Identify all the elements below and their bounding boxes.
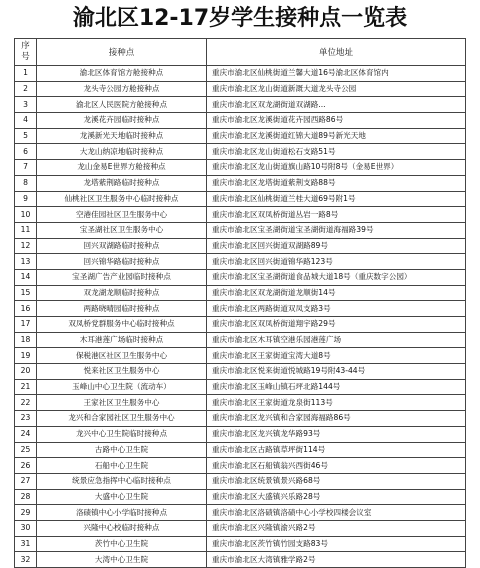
row-address: 重庆市渝北区大盛镇兴乐路28号: [207, 489, 466, 505]
row-index: 29: [15, 505, 37, 521]
row-index: 18: [15, 332, 37, 348]
row-address: 重庆市渝北区悦来街道悦城路19号附43-44号: [207, 364, 466, 380]
row-index: 13: [15, 254, 37, 270]
table-row: [15, 144, 466, 160]
row-address: 重庆市渝北区石船镇翁兴西街46号: [207, 458, 466, 474]
header-index: 序号: [15, 39, 37, 66]
table-row: [15, 520, 466, 536]
table-body: [15, 66, 466, 568]
row-index: 26: [15, 458, 37, 474]
row-index: 17: [15, 317, 37, 333]
table-row: [15, 66, 466, 82]
row-site-name: 大龙山纳凉地临时接种点: [37, 144, 207, 160]
table-row: [15, 505, 466, 521]
row-index: 23: [15, 411, 37, 427]
table-row: [15, 128, 466, 144]
row-address: 重庆市渝北区仙桃街道兰桂大道69号附1号: [207, 191, 466, 207]
row-index: 4: [15, 113, 37, 129]
row-index: 27: [15, 473, 37, 489]
page-title: 渝北区12-17岁学生接种点一览表: [72, 6, 408, 31]
row-index: 25: [15, 442, 37, 458]
row-index: 7: [15, 160, 37, 176]
row-address: 重庆市渝北区宝圣湖街道食品城大道18号（重庆数字公园）: [207, 269, 466, 285]
table-row: [15, 426, 466, 442]
row-address: 重庆市渝北区木耳镇空港乐园港莲广场: [207, 332, 466, 348]
row-index: 5: [15, 128, 37, 144]
row-index: 16: [15, 301, 37, 317]
row-index: 10: [15, 207, 37, 223]
row-address: 重庆市渝北区双凤桥街道丛岩一路8号: [207, 207, 466, 223]
table-row: [15, 364, 466, 380]
table-row: [15, 332, 466, 348]
row-site-name: 回兴双湖路临时接种点: [37, 238, 207, 254]
row-site-name: 大盛中心卫生院: [37, 489, 207, 505]
table-row: [15, 317, 466, 333]
row-site-name: 龙溪花卉园临时接种点: [37, 113, 207, 129]
table-row: [15, 473, 466, 489]
row-site-name: 龙头寺公园方舱接种点: [37, 81, 207, 97]
row-address: 重庆市渝北区双龙湖街道双湖路...: [207, 97, 466, 113]
table-row: [15, 269, 466, 285]
row-index: 31: [15, 536, 37, 552]
row-address: 重庆市渝北区龙溪街道红锦大道89号新光天地: [207, 128, 466, 144]
row-site-name: 兴隆中心校临时接种点: [37, 520, 207, 536]
row-address: 重庆市渝北区龙山街道松石支路51号: [207, 144, 466, 160]
row-index: 20: [15, 364, 37, 380]
row-site-name: 王家社区卫生服务中心: [37, 395, 207, 411]
table-row: [15, 285, 466, 301]
table-row: [15, 97, 466, 113]
row-site-name: 仙桃社区卫生服务中心临时接种点: [37, 191, 207, 207]
table-row: [15, 458, 466, 474]
row-address: 重庆市渝北区回兴街道锦华路123号: [207, 254, 466, 270]
header-site: 接种点: [37, 39, 207, 66]
table-row: [15, 489, 466, 505]
row-site-name: 双龙湖龙顺临时接种点: [37, 285, 207, 301]
row-site-name: 悦来社区卫生服务中心: [37, 364, 207, 380]
table-row: [15, 191, 466, 207]
row-index: 11: [15, 222, 37, 238]
row-site-name: 洛碛镇中心小学临时接种点: [37, 505, 207, 521]
table-row: [15, 442, 466, 458]
row-site-name: 双凤桥党群服务中心临时接种点: [37, 317, 207, 333]
row-address: 重庆市渝北区大湾镇雅学路2号: [207, 552, 466, 568]
row-address: 重庆市渝北区仙桃街道兰馨大道16号渝北区体育馆内: [207, 66, 466, 82]
row-address: 重庆市渝北区龙山街道新溉大道龙头寺公园: [207, 81, 466, 97]
row-address: 重庆市渝北区古路镇草坪街114号: [207, 442, 466, 458]
table-row: [15, 207, 466, 223]
row-address: 重庆市渝北区宝圣湖街道宝圣湖街道海福路39号: [207, 222, 466, 238]
row-index: 12: [15, 238, 37, 254]
table-row: [15, 160, 466, 176]
row-index: 6: [15, 144, 37, 160]
row-address: 重庆市渝北区龙兴镇龙华路93号: [207, 426, 466, 442]
row-index: 2: [15, 81, 37, 97]
row-address: 重庆市渝北区茨竹镇竹园支路83号: [207, 536, 466, 552]
table-row: [15, 222, 466, 238]
row-site-name: 茨竹中心卫生院: [37, 536, 207, 552]
row-address: 重庆市渝北区龙塔街道紫荆支路88号: [207, 175, 466, 191]
table-row: [15, 552, 466, 568]
table-header-row: [15, 39, 466, 66]
row-site-name: 宝圣湖广告产业园临时接种点: [37, 269, 207, 285]
table-row: [15, 395, 466, 411]
row-site-name: 宝圣湖社区卫生服务中心: [37, 222, 207, 238]
row-site-name: 回兴锦华路临时接种点: [37, 254, 207, 270]
row-site-name: 渝北区人民医院方舱接种点: [37, 97, 207, 113]
row-address: 重庆市渝北区统景镇景兴路68号: [207, 473, 466, 489]
row-site-name: 龙兴中心卫生院临时接种点: [37, 426, 207, 442]
row-site-name: 统景应急指挥中心临时接种点: [37, 473, 207, 489]
row-index: 30: [15, 520, 37, 536]
row-index: 19: [15, 348, 37, 364]
table-row: [15, 411, 466, 427]
row-site-name: 空港佳园社区卫生服务中心: [37, 207, 207, 223]
row-index: 14: [15, 269, 37, 285]
row-address: 重庆市渝北区玉峰山镇石坪北路144号: [207, 379, 466, 395]
row-index: 9: [15, 191, 37, 207]
row-site-name: 古路中心卫生院: [37, 442, 207, 458]
row-site-name: 两路晓晴园临时接种点: [37, 301, 207, 317]
row-address: 重庆市渝北区双龙湖街道龙顺街14号: [207, 285, 466, 301]
table-row: [15, 536, 466, 552]
row-index: 24: [15, 426, 37, 442]
table-row: [15, 254, 466, 270]
table-row: [15, 238, 466, 254]
row-address: 重庆市渝北区洛碛镇洛碛中心小学校四楼会议室: [207, 505, 466, 521]
row-index: 8: [15, 175, 37, 191]
row-index: 3: [15, 97, 37, 113]
row-site-name: 龙山金易E世界方舱接种点: [37, 160, 207, 176]
row-address: 重庆市渝北区王家街道宝湾大道8号: [207, 348, 466, 364]
row-index: 21: [15, 379, 37, 395]
vaccination-sites-table: [14, 38, 466, 568]
row-address: 重庆市渝北区兴隆镇渝兴路2号: [207, 520, 466, 536]
row-site-name: 渝北区体育馆方舱接种点: [37, 66, 207, 82]
row-site-name: 玉峰山中心卫生院（流动车）: [37, 379, 207, 395]
table-row: [15, 113, 466, 129]
row-address: 重庆市渝北区龙山街道旗山路10号附8号（金易E世界）: [207, 160, 466, 176]
table-row: [15, 301, 466, 317]
row-index: 1: [15, 66, 37, 82]
header-address: 单位地址: [207, 39, 466, 66]
row-address: 重庆市渝北区双凤桥街道翔宇路29号: [207, 317, 466, 333]
row-address: 重庆市渝北区龙溪街道花卉园西路86号: [207, 113, 466, 129]
row-address: 重庆市渝北区王家街道龙泉街113号: [207, 395, 466, 411]
row-site-name: 龙溪新光天地临时接种点: [37, 128, 207, 144]
row-site-name: 木耳港莲广场临时接种点: [37, 332, 207, 348]
row-site-name: 石船中心卫生院: [37, 458, 207, 474]
row-site-name: 龙兴和合家园社区卫生服务中心: [37, 411, 207, 427]
row-index: 28: [15, 489, 37, 505]
row-site-name: 龙塔紫荆路临时接种点: [37, 175, 207, 191]
row-site-name: 保税港区社区卫生服务中心: [37, 348, 207, 364]
row-index: 22: [15, 395, 37, 411]
row-address: 重庆市渝北区龙兴镇和合家园海福路86号: [207, 411, 466, 427]
table-row: [15, 175, 466, 191]
table-row: [15, 348, 466, 364]
row-index: 15: [15, 285, 37, 301]
row-site-name: 大湾中心卫生院: [37, 552, 207, 568]
row-address: 重庆市渝北区两路街道双凤支路3号: [207, 301, 466, 317]
table-row: [15, 379, 466, 395]
table-row: [15, 81, 466, 97]
row-index: 32: [15, 552, 37, 568]
row-address: 重庆市渝北区回兴街道双湖路89号: [207, 238, 466, 254]
